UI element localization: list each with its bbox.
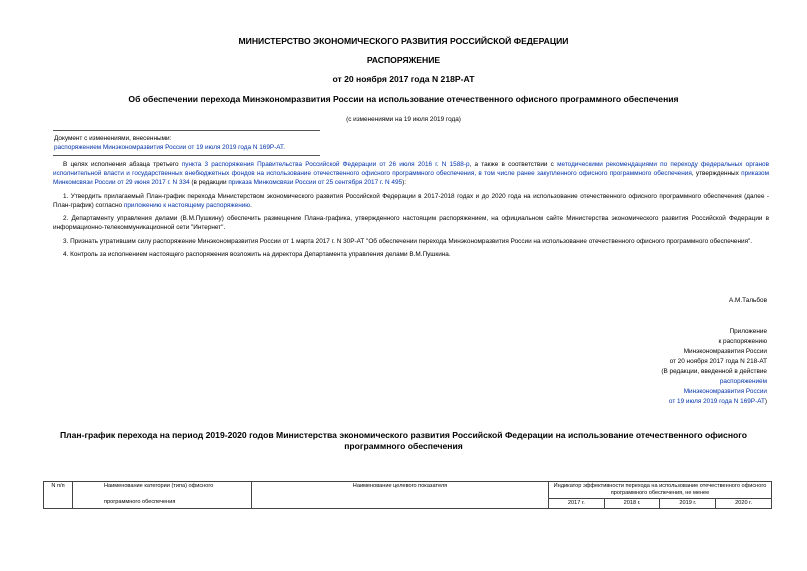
order-334-link[interactable]: приказом Минкомсвязи России от 29 июня 2017 г. N 334: [53, 170, 769, 186]
methodical-recommendations-link[interactable]: методическими рекомендациями по переходу федеральных органов исполнительной власти и государственных внебюджетных фондов на использование отечественного офисного программного обеспечения, в том числе ранее закупленного офисного программного обеспечения: [53, 161, 770, 177]
appendix-amend-link-1[interactable]: распоряжением: [719, 378, 767, 385]
order-495-link[interactable]: приказа Минкомсвязи России от 25 сентября 2017 г. N 495: [228, 179, 403, 186]
document-type: РАСПОРЯЖЕНИЕ: [366, 55, 441, 65]
preamble-text-2: , а также в соответствии с: [469, 161, 558, 168]
col-num-header: N п/п: [44, 482, 73, 509]
appendix-line-1: Приложение: [729, 328, 767, 335]
signer-name: А.М.Тальбов: [729, 297, 767, 304]
item-2-paragraph: 2. Департаменту управления делами (В.М.Пушкину) обеспечить размещение Плана-графика, утвержденного настоящим распоряжением, на официальном сайте Министерства экономического развития Российской Федерации в информационно-телекоммуникационной сети "Интернет".: [53, 215, 769, 231]
changes-note-link[interactable]: распоряжением Минэкономразвития России от 19 июля 2019 года N 169Р-АТ.: [54, 144, 286, 151]
preamble-paragraph: [53, 160, 769, 187]
document-date-number: от 20 ноября 2017 года N 218Р-АТ: [332, 74, 475, 84]
preamble-text-3: , утвержденных: [691, 170, 742, 177]
amendment-note: (с изменениями на 19 июля 2019 года): [346, 116, 461, 123]
plan-table: [43, 481, 772, 509]
appendix-line-4: от 20 ноября 2017 года N 218-АТ: [669, 358, 767, 365]
government-order-link[interactable]: пункта 3 распоряжения Правительства Российской Федерации от 26 июля 2016 г. N 1588-р: [181, 161, 470, 168]
preamble-text-5: ):: [402, 179, 407, 186]
year-2017-header: 2017 г.: [549, 499, 605, 509]
document-body: [53, 160, 769, 264]
appendix-close-paren: ): [764, 398, 767, 405]
col-category-line-1: Наименование категории (типа) офисного: [104, 483, 214, 489]
ministry-heading: МИНИСТЕРСТВО ЭКОНОМИЧЕСКОГО РАЗВИТИЯ РОССИЙСКОЙ ФЕДЕРАЦИИ: [238, 36, 569, 46]
appendix-link[interactable]: приложению к настоящему распоряжению: [123, 201, 251, 209]
preamble-text-4: (в редакции: [189, 179, 229, 186]
item-1-text: 1. Утвердить прилагаемый План-график перехода Министерством экономического развития Российской Федерации в 2017-2018 годах и до 2020 года на использование отечественного офисного программного обеспечения (далее - План-график) согласно: [53, 192, 769, 209]
preamble-text-1: В целях исполнения абзаца третьего: [63, 161, 182, 168]
plan-title: План-график перехода на период 2019-2020 годов Министерства экономического развития Российской Федерации на использование отечественного офисного программного обеспечения: [59, 430, 747, 451]
changes-note-label: Документ с изменениями, внесенными:: [54, 135, 172, 142]
item-3-paragraph: 3. Признать утратившим силу распоряжение Минэкономразвития России от 1 марта 2017 г. N 30Р-АТ "Об обеспечении перехода Минэкономразвития России на использование отечественного офисного программного обеспечения".: [63, 237, 753, 245]
year-2020-header: 2020 г.: [716, 499, 772, 509]
table-header-row: [44, 482, 772, 499]
appendix-amend-link-2[interactable]: Минэкономразвития России: [683, 388, 767, 395]
item-1-end: .: [250, 201, 252, 209]
col-category-line-2: программного обеспечения: [104, 499, 176, 505]
changes-divider-bottom: [53, 155, 320, 156]
changes-divider-top: [53, 130, 320, 131]
appendix-line-5: (В редакции, введенной в действие: [661, 368, 767, 375]
col-category-header: [73, 482, 252, 509]
appendix-line-2: к распоряжению: [718, 338, 767, 345]
item-1-paragraph: [53, 192, 769, 210]
col-indicator-header: Индикатор эффективности перехода на использование отечественного офисного программного обеспечения, не менее: [549, 482, 772, 499]
appendix-amend-link-3[interactable]: от 19 июля 2019 года N 169Р-АТ: [668, 398, 765, 405]
appendix-block: [661, 327, 767, 407]
year-2019-header: 2019 г.: [660, 499, 716, 509]
year-2018-header: 2018 г.: [604, 499, 660, 509]
col-target-header: Наименование целевого показателя: [252, 482, 549, 509]
item-4-paragraph: 4. Контроль за исполнением настоящего распоряжения возложить на директора Департамента управления делами В.М.Пушкина.: [63, 251, 451, 258]
document-title: Об обеспечении перехода Минэкономразвития России на использование отечественного офисного программного обеспечения: [128, 94, 679, 104]
appendix-line-3: Минэкономразвития России: [683, 348, 767, 355]
